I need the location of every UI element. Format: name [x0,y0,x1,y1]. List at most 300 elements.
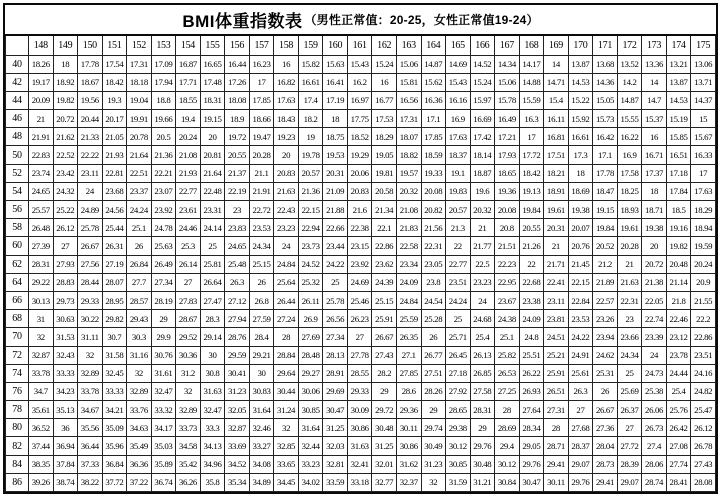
bmi-cell: 20.31 [323,164,348,182]
bmi-cell: 26.3 [225,273,250,291]
bmi-cell: 35.42 [176,455,201,473]
bmi-cell: 21.8 [666,291,691,309]
bmi-cell: 23.62 [372,255,397,273]
bmi-cell: 20.58 [372,182,397,200]
bmi-row [6,328,716,346]
bmi-cell: 35.8 [200,473,225,491]
height-header-cell: 155 [200,35,225,55]
bmi-cell: 23.44 [323,237,348,255]
bmi-cell: 32.41 [347,455,372,473]
bmi-cell: 19.6 [470,182,495,200]
bmi-cell: 32 [29,328,54,346]
bmi-cell: 33.3 [200,419,225,437]
weight-header-cell: 64 [6,273,29,291]
bmi-cell: 17.78 [78,55,103,73]
bmi-cell: 19.47 [249,128,274,146]
bmi-cell: 24.62 [593,346,618,364]
bmi-cell: 14.52 [470,55,495,73]
bmi-cell: 27.31 [544,401,569,419]
bmi-cell: 18 [568,164,593,182]
bmi-cell: 20.48 [666,255,691,273]
bmi-cell: 23.94 [593,328,618,346]
bmi-cell: 26.77 [421,346,446,364]
height-header-cell: 164 [421,35,446,55]
bmi-row [6,164,716,182]
bmi-cell: 31.25 [372,437,397,455]
bmi-cell: 25.21 [544,346,569,364]
bmi-cell: 15.55 [617,110,642,128]
bmi-cell: 32.89 [127,382,152,400]
bmi-cell: 19.04 [127,91,152,109]
bmi-cell: 25.82 [495,346,520,364]
bmi-cell: 18.37 [446,146,471,164]
bmi-cell: 30.48 [372,419,397,437]
bmi-row [6,419,716,437]
bmi-cell: 16.82 [274,73,299,91]
bmi-cell: 20.32 [470,201,495,219]
bmi-cell: 29.52 [176,328,201,346]
bmi-cell: 18.43 [274,110,299,128]
bmi-cell: 32 [274,419,299,437]
bmi-cell: 17.1 [593,146,618,164]
bmi-cell: 17.31 [396,110,421,128]
bmi-table [5,34,716,492]
bmi-cell: 19.36 [495,182,520,200]
bmi-cell: 19.84 [593,219,618,237]
page-frame [3,3,718,494]
height-header-row [6,35,716,55]
weight-header-cell: 56 [6,201,29,219]
bmi-cell: 25.46 [347,291,372,309]
bmi-row [6,201,716,219]
bmi-cell: 31.23 [225,382,250,400]
bmi-cell: 16.61 [298,73,323,91]
bmi-cell: 17.48 [200,73,225,91]
title-note: （男性正常值：20-25，女性正常值19-24） [304,13,539,27]
bmi-cell: 25.15 [372,291,397,309]
bmi-cell: 29.38 [446,419,471,437]
bmi-cell: 36.52 [29,419,54,437]
bmi-cell: 23.73 [298,237,323,255]
bmi-cell: 27.7 [127,273,152,291]
bmi-cell: 26.45 [446,346,471,364]
bmi-cell: 28.6 [396,382,421,400]
bmi-cell: 28.08 [691,473,716,491]
bmi-cell: 21.08 [396,201,421,219]
bmi-cell: 22.48 [200,182,225,200]
bmi-cell: 22.81 [102,164,127,182]
bmi-cell: 28.3 [200,310,225,328]
bmi-cell: 26.35 [396,328,421,346]
bmi-cell: 32.43 [53,346,78,364]
bmi-cell: 24.54 [421,291,446,309]
weight-header-cell: 40 [6,55,29,73]
bmi-cell: 18.25 [617,182,642,200]
bmi-cell: 29.22 [29,273,54,291]
bmi-cell: 29.59 [225,346,250,364]
bmi-cell: 30.7 [102,328,127,346]
bmi-cell: 17.54 [102,55,127,73]
bmi-cell: 18.91 [544,182,569,200]
bmi-cell: 20.44 [78,110,103,128]
bmi-cell: 27 [176,273,201,291]
bmi-cell: 21.55 [691,291,716,309]
bmi-cell: 20 [642,237,667,255]
weight-header-cell: 58 [6,219,29,237]
bmi-cell: 20.08 [495,201,520,219]
bmi-cell: 17.84 [666,182,691,200]
bmi-cell: 35.96 [102,437,127,455]
bmi-cell: 16.49 [495,110,520,128]
bmi-cell: 31.59 [446,473,471,491]
bmi-cell: 30.09 [347,401,372,419]
bmi-cell: 24.56 [102,201,127,219]
bmi-cell: 23.23 [470,273,495,291]
weight-header-cell: 74 [6,364,29,382]
height-header-cell: 167 [495,35,520,55]
bmi-cell: 26.67 [593,401,618,419]
bmi-cell: 17.63 [274,91,299,109]
bmi-cell: 34.02 [298,473,323,491]
bmi-cell: 30 [249,364,274,382]
bmi-cell: 19.59 [691,237,716,255]
bmi-cell: 25.22 [53,201,78,219]
bmi-cell: 19 [298,128,323,146]
bmi-cell: 19.82 [53,91,78,109]
bmi-cell: 30.85 [446,455,471,473]
height-header-cell: 150 [78,35,103,55]
bmi-cell: 36.44 [78,437,103,455]
height-header-cell: 163 [396,35,421,55]
bmi-cell: 30.76 [151,346,176,364]
weight-header-cell: 84 [6,455,29,473]
bmi-cell: 19.23 [274,128,299,146]
bmi-cell: 14.34 [495,55,520,73]
bmi-cell: 23.39 [642,328,667,346]
bmi-cell: 23.92 [151,201,176,219]
bmi-cell: 26.12 [691,419,716,437]
height-header-cell: 174 [666,35,691,55]
bmi-cell: 15.62 [421,73,446,91]
bmi-cell: 19.72 [225,128,250,146]
bmi-cell: 24.14 [200,219,225,237]
bmi-cell: 29.82 [102,310,127,328]
bmi-cell: 13.52 [617,55,642,73]
bmi-row [6,55,716,73]
weight-header-cell: 48 [6,128,29,146]
bmi-cell: 31.58 [102,346,127,364]
corner-cell [6,35,29,55]
bmi-cell: 25.64 [274,273,299,291]
bmi-cell: 33.32 [151,401,176,419]
bmi-cell: 16.44 [225,55,250,73]
bmi-cell: 27 [568,401,593,419]
bmi-cell: 20.06 [347,164,372,182]
bmi-cell: 18.8 [151,91,176,109]
bmi-cell: 24 [274,237,299,255]
bmi-cell: 16.51 [666,146,691,164]
bmi-cell: 20.07 [568,219,593,237]
bmi-cell: 28.73 [593,455,618,473]
height-header-cell: 153 [151,35,176,55]
bmi-cell: 29.43 [127,310,152,328]
bmi-cell: 22.15 [568,273,593,291]
weight-header-cell: 80 [6,419,29,437]
bmi-cell: 18.66 [249,110,274,128]
weight-header-cell: 60 [6,237,29,255]
bmi-cell: 24.22 [323,255,348,273]
bmi-cell: 17 [249,73,274,91]
bmi-cell: 23.66 [617,328,642,346]
bmi-cell: 29.73 [53,291,78,309]
bmi-cell: 20.78 [127,128,152,146]
bmi-cell: 23.38 [519,291,544,309]
bmi-cell: 19.1 [446,164,471,182]
bmi-cell: 30.11 [396,419,421,437]
bmi-cell: 26.93 [519,382,544,400]
bmi-cell: 22.77 [446,255,471,273]
bmi-cell: 27.36 [593,419,618,437]
bmi-cell: 26.31 [102,237,127,255]
bmi-cell: 26.44 [274,291,299,309]
bmi-cell: 22.86 [372,237,397,255]
bmi-cell: 23.92 [347,255,372,273]
bmi-cell: 32.89 [176,401,201,419]
bmi-cell: 28.19 [151,291,176,309]
bmi-cell: 20.81 [200,146,225,164]
bmi-cell: 32.45 [102,364,127,382]
bmi-cell: 23.8 [421,273,446,291]
bmi-cell: 32 [421,473,446,491]
weight-header-cell: 62 [6,255,29,273]
bmi-cell: 29 [151,310,176,328]
bmi-cell: 26.64 [200,273,225,291]
bmi-cell: 24.44 [666,364,691,382]
bmi-cell: 26 [249,273,274,291]
bmi-cell: 14.36 [593,73,618,91]
bmi-cell: 26.23 [347,310,372,328]
bmi-cell: 35.89 [151,455,176,473]
bmi-cell: 18.67 [78,73,103,91]
bmi-cell: 27.68 [568,419,593,437]
height-header-cell: 172 [617,35,642,55]
bmi-cell: 21.63 [617,273,642,291]
bmi-cell: 15.85 [666,128,691,146]
bmi-cell: 30.13 [29,291,54,309]
bmi-cell: 18 [642,182,667,200]
bmi-cell: 22.68 [519,273,544,291]
bmi-cell: 15.97 [470,91,495,109]
bmi-cell: 16 [642,128,667,146]
bmi-cell: 24.24 [446,291,471,309]
bmi-cell: 17.26 [225,73,250,91]
bmi-cell: 33.59 [323,473,348,491]
bmi-cell: 19.29 [347,146,372,164]
bmi-cell: 32.47 [151,382,176,400]
bmi-cell: 28 [274,328,299,346]
bmi-row [6,219,716,237]
bmi-cell: 18.42 [519,164,544,182]
bmi-cell: 25 [200,237,225,255]
height-header-cell: 158 [274,35,299,55]
bmi-cell: 29.74 [421,419,446,437]
bmi-cell: 34.58 [176,437,201,455]
bmi-cell: 28.74 [642,473,667,491]
weight-header-cell: 54 [6,182,29,200]
bmi-cell: 22.15 [298,201,323,219]
bmi-cell: 18.26 [29,55,54,73]
bmi-cell: 18.87 [470,164,495,182]
bmi-cell: 28.06 [642,455,667,473]
bmi-cell: 25.3 [176,237,201,255]
bmi-cell: 25.4 [666,382,691,400]
bmi-cell: 23.31 [200,201,225,219]
bmi-cell: 30.47 [323,401,348,419]
bmi-cell: 16.56 [396,91,421,109]
bmi-cell: 23.83 [225,219,250,237]
bmi-cell: 21 [470,219,495,237]
bmi-cell: 14.71 [544,73,569,91]
bmi-cell: 26.53 [495,364,520,382]
bmi-cell: 27 [53,237,78,255]
bmi-cell: 15.73 [593,110,618,128]
bmi-cell: 24 [642,346,667,364]
bmi-cell: 29.41 [544,455,569,473]
bmi-cell: 26 [421,328,446,346]
bmi-cell: 25.51 [519,346,544,364]
bmi-cell: 25.28 [421,310,446,328]
bmi-cell: 17.94 [151,73,176,91]
bmi-cell: 35.13 [53,401,78,419]
bmi-cell: 20.28 [249,146,274,164]
bmi-cell: 22.83 [29,146,54,164]
bmi-cell: 30.83 [249,382,274,400]
bmi-cell: 28.91 [323,364,348,382]
bmi-cell: 15.59 [519,91,544,109]
bmi-cell: 30.48 [470,455,495,473]
bmi-cell: 21.91 [29,128,54,146]
bmi-row [6,473,716,491]
bmi-cell: 13.87 [568,55,593,73]
bmi-cell: 25.38 [642,382,667,400]
bmi-cell: 15 [691,110,716,128]
bmi-cell: 27.59 [249,310,274,328]
bmi-cell: 25.78 [323,291,348,309]
bmi-cell: 32.46 [249,419,274,437]
bmi-cell: 27.74 [666,455,691,473]
bmi-cell: 28.39 [617,455,642,473]
bmi-cell: 20.09 [29,91,54,109]
bmi-cell: 25.32 [298,273,323,291]
height-header-cell: 165 [446,35,471,55]
bmi-cell: 28.37 [568,437,593,455]
bmi-cell: 31 [29,310,54,328]
bmi-cell: 19.53 [323,146,348,164]
bmi-cell: 31.63 [200,382,225,400]
bmi-cell: 13.68 [593,55,618,73]
bmi-cell: 29.41 [593,473,618,491]
bmi-cell: 17.3 [568,146,593,164]
bmi-row [6,291,716,309]
bmi-cell: 17.21 [495,128,520,146]
bmi-cell: 18.29 [372,128,397,146]
bmi-cell: 24.34 [617,346,642,364]
bmi-cell: 29 [372,382,397,400]
bmi-cell: 32.81 [323,455,348,473]
weight-header-cell: 46 [6,110,29,128]
bmi-cell: 28.2 [372,364,397,382]
bmi-cell: 32.87 [225,419,250,437]
bmi-cell: 13.06 [691,55,716,73]
bmi-cell: 28.04 [593,437,618,455]
height-header-cell: 171 [593,35,618,55]
bmi-cell: 22.22 [78,146,103,164]
bmi-cell: 14.17 [519,55,544,73]
bmi-cell: 34.89 [249,473,274,491]
height-header-cell: 157 [249,35,274,55]
bmi-cell: 22.74 [642,310,667,328]
bmi-cell: 23.11 [78,164,103,182]
bmi-cell: 25.91 [544,364,569,382]
bmi-cell: 32.87 [29,346,54,364]
bmi-cell: 19.33 [421,164,446,182]
bmi-cell: 22.51 [127,164,152,182]
bmi-cell: 24.84 [396,291,421,309]
bmi-cell: 30.84 [495,473,520,491]
table-title [5,5,716,34]
bmi-cell: 18.92 [53,73,78,91]
bmi-cell: 31.64 [249,401,274,419]
bmi-cell: 15.81 [396,73,421,91]
bmi-cell: 17.18 [666,164,691,182]
bmi-cell: 26.84 [127,255,152,273]
bmi-cell: 17.63 [446,128,471,146]
bmi-cell: 34.45 [274,473,299,491]
bmi-cell: 36.84 [102,455,127,473]
bmi-row [6,146,716,164]
bmi-row [6,182,716,200]
bmi-cell: 16.9 [446,110,471,128]
bmi-cell: 21.05 [102,128,127,146]
bmi-cell: 25.76 [666,401,691,419]
bmi-cell: 31.16 [127,346,152,364]
bmi-cell: 15.63 [323,55,348,73]
bmi-cell: 32.85 [274,437,299,455]
bmi-cell: 31.53 [53,328,78,346]
bmi-cell: 21.71 [544,255,569,273]
bmi-row [6,255,716,273]
bmi-cell: 27.39 [29,237,54,255]
bmi-cell: 19.38 [568,201,593,219]
bmi-cell: 21.2 [593,255,618,273]
bmi-cell: 21.34 [372,201,397,219]
bmi-cell: 21.26 [519,237,544,255]
bmi-cell: 17.1 [421,110,446,128]
bmi-cell: 16 [372,73,397,91]
bmi-cell: 24.46 [176,219,201,237]
bmi-cell: 27.34 [323,328,348,346]
bmi-cell: 16.23 [249,55,274,73]
bmi-cell: 18.29 [691,201,716,219]
bmi-cell: 32.37 [396,473,421,491]
bmi-cell: 30.36 [176,346,201,364]
bmi-cell: 21.83 [396,219,421,237]
bmi-cell: 14.2 [617,73,642,91]
bmi-cell: 13.36 [642,55,667,73]
bmi-cell: 18.2 [298,110,323,128]
bmi-cell: 30.86 [396,437,421,455]
bmi-cell: 20.8 [495,219,520,237]
